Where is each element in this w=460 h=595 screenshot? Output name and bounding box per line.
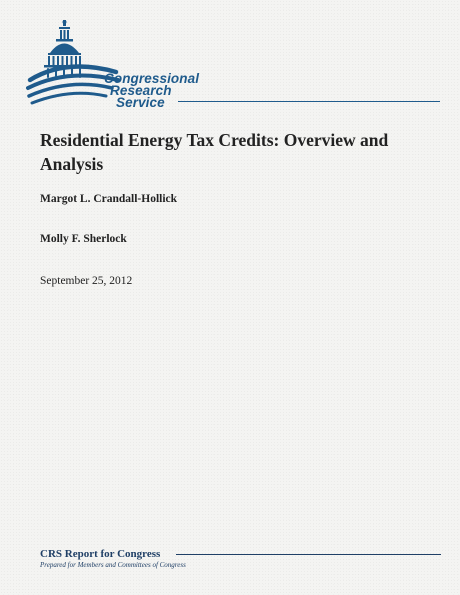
document-title: Residential Energy Tax Credits: Overview and Analysis bbox=[40, 130, 389, 174]
footer-subtitle: Prepared for Members and Committees of Congress bbox=[40, 561, 186, 569]
author-name: Molly F. Sherlock bbox=[40, 233, 127, 245]
publication-date: September 25, 2012 bbox=[40, 275, 133, 287]
footer-rule bbox=[176, 554, 441, 555]
logo-text-research: Research bbox=[110, 83, 172, 98]
logo-text-congressional: Congressional bbox=[104, 71, 200, 86]
footer-title: CRS Report for Congress bbox=[40, 548, 161, 560]
author-name: Margot L. Crandall-Hollick bbox=[40, 193, 178, 205]
logo-text-service: Service bbox=[116, 95, 165, 110]
header-rule bbox=[178, 101, 440, 102]
